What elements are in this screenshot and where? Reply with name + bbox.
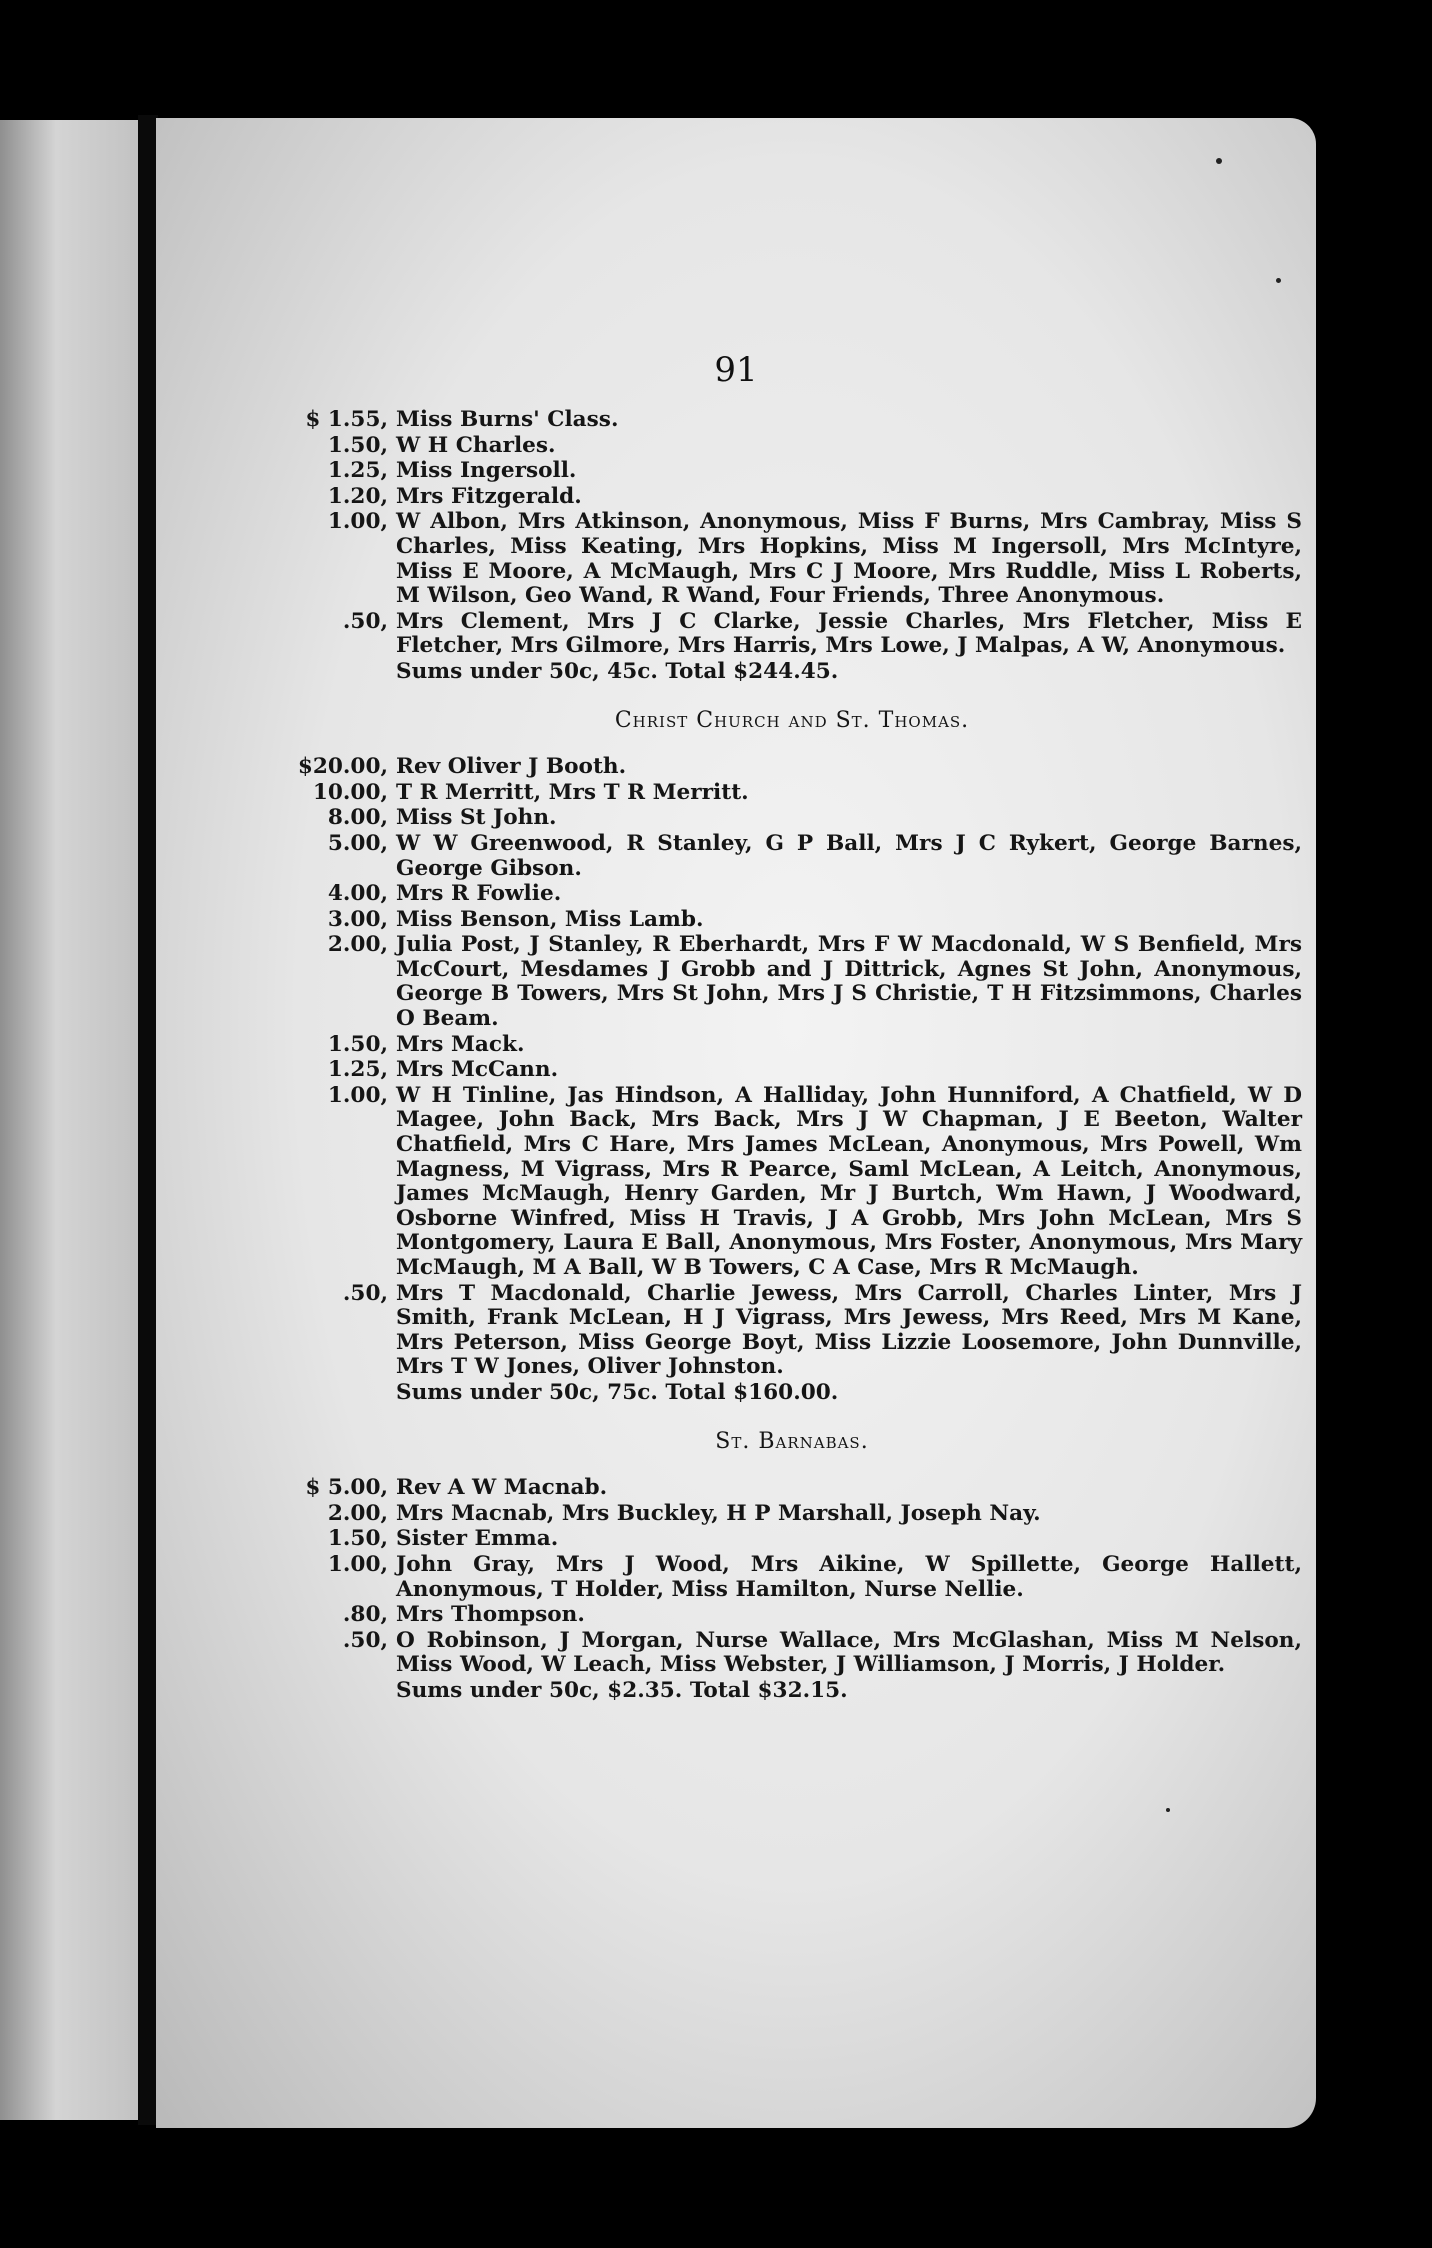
donation-amount: 2.00, (327, 932, 388, 958)
list-item (282, 510, 1302, 608)
donor-names: Miss Burns' Class. (396, 407, 619, 432)
donor-names: Julia Post, J Stanley, R Eberhardt, Mrs F W Macdonald, W S Benfield, Mrs McCourt, Mesdames J Grobb and J Dittrick, Agnes St John, Anonymous, George B Towers, Mrs St John, Mrs J S Christie, T H Fitzsimmons, Charles O Beam. (396, 932, 1302, 1032)
donor-names: Rev A W Macnab. (396, 1475, 608, 1501)
scan-speck (1216, 158, 1222, 164)
section-christ-church (282, 709, 1302, 1406)
donation-amount: 1.20, (327, 483, 388, 509)
donation-amount: 3.00, (327, 906, 388, 932)
section-total: Sums under 50c, 45c. Total $244.45. (396, 658, 839, 684)
donor-names: Mrs R Fowlie. (396, 881, 562, 907)
donor-names: Mrs Macnab, Mrs Buckley, H P Marshall, Joseph Nay. (396, 1500, 1041, 1526)
donation-amount: .50, (342, 1280, 388, 1306)
donation-amount: $ 5.00, (305, 1475, 388, 1501)
donor-names: Mrs Clement, Mrs J C Clarke, Jessie Charles, Mrs Fletcher, Miss E Fletcher, Mrs Gilmore, Mrs Harris, Mrs Lowe, J Malpas, A W, Anonymous. (396, 608, 1302, 659)
list-item (282, 933, 1302, 1031)
facing-page-edge (0, 120, 140, 2120)
donation-amount: 8.00, (327, 805, 388, 831)
donation-amount: $20.00, (297, 754, 388, 780)
list-item (282, 908, 1302, 933)
book-spine (138, 115, 158, 2125)
list-item (282, 459, 1302, 484)
list-item (282, 1033, 1302, 1058)
list-item (282, 1058, 1302, 1083)
document-page (156, 118, 1316, 2128)
donation-amount: 2.00, (327, 1500, 388, 1526)
donation-amount: .50, (342, 1627, 388, 1653)
donor-names: T R Merritt, Mrs T R Merritt. (396, 779, 749, 805)
list-item (282, 832, 1302, 881)
donation-amount: 5.00, (327, 830, 388, 856)
donor-names: Mrs Mack. (396, 1031, 525, 1057)
scan-speck (1276, 278, 1281, 283)
page-content (282, 408, 1302, 1704)
page-number: 91 (714, 350, 758, 390)
donation-amount: 1.25, (327, 1057, 388, 1083)
list-item (282, 806, 1302, 831)
list-item (282, 408, 1302, 433)
donation-amount: $ 1.55, (305, 407, 388, 432)
donation-amount: 1.50, (327, 432, 388, 458)
list-item (282, 882, 1302, 907)
donation-amount: 1.00, (327, 1551, 388, 1577)
donor-names: Mrs T Macdonald, Charlie Jewess, Mrs Carroll, Charles Linter, Mrs J Smith, Frank McLean, H J Vigrass, Mrs Jewess, Mrs Reed, Mrs M Kane, Mrs Peterson, Miss George Boyt, Miss Lizzie Loosemore, John Dunnville, Mrs T W Jones, Oliver Johnston. (396, 1280, 1302, 1380)
donor-names: W H Charles. (396, 432, 556, 458)
donation-amount: 10.00, (312, 779, 388, 805)
donation-amount: 1.50, (327, 1031, 388, 1057)
donor-names: Rev Oliver J Booth. (396, 754, 627, 780)
list-item (282, 1527, 1302, 1552)
section-untitled (282, 408, 1302, 685)
list-item (282, 781, 1302, 806)
list-item (282, 1502, 1302, 1527)
donor-names: Mrs McCann. (396, 1057, 559, 1083)
list-item (282, 755, 1302, 780)
section-heading: St. Barnabas. (715, 1428, 869, 1454)
list-item (282, 1629, 1302, 1678)
list-item (282, 434, 1302, 459)
donation-amount: 1.25, (327, 458, 388, 484)
list-item (282, 610, 1302, 659)
donation-amount: 4.00, (327, 881, 388, 907)
list-item (282, 1282, 1302, 1380)
section-total: Sums under 50c, 75c. Total $160.00. (396, 1379, 839, 1405)
section-heading: Christ Church and St. Thomas. (614, 707, 970, 733)
donation-amount: .50, (342, 608, 388, 634)
donation-amount: 1.00, (327, 509, 388, 535)
donor-names: Miss Ingersoll. (396, 458, 577, 484)
list-item (282, 485, 1302, 510)
list-item (282, 1603, 1302, 1628)
donor-names: W H Tinline, Jas Hindson, A Halliday, John Hunniford, A Chatfield, W D Magee, John Back, Mrs Back, Mrs J W Chapman, J E Beeton, Walter Chatfield, Mrs C Hare, Mrs James McLean, Anonymous, Mrs Powell, Wm Magness, M Vigrass, Mrs R Pearce, Saml McLean, A Leitch, Anonymous, James McMaugh, Henry Garden, Mr J Burtch, Wm Hawn, J Woodward, Osborne Winfred, Miss H Travis, J A Grobb, Mrs John McLean, Mrs S Montgomery, Laura E Ball, Anonymous, Mrs Foster, Anonymous, Mrs Mary McMaugh, M A Ball, W B Towers, C A Case, Mrs R McMaugh. (396, 1082, 1302, 1280)
donor-names: Mrs Thompson. (396, 1602, 585, 1628)
donor-names: Miss Benson, Miss Lamb. (396, 906, 704, 932)
section-total: Sums under 50c, $2.35. Total $32.15. (396, 1677, 848, 1703)
list-item (282, 1553, 1302, 1602)
donation-amount: 1.00, (327, 1082, 388, 1108)
donation-amount: 1.50, (327, 1526, 388, 1552)
list-item (282, 1084, 1302, 1281)
scan-speck (1166, 1808, 1170, 1812)
donor-names: W W Greenwood, R Stanley, G P Ball, Mrs J C Rykert, George Barnes, George Gibson. (396, 830, 1302, 881)
donation-amount: .80, (342, 1602, 388, 1628)
donor-names: W Albon, Mrs Atkinson, Anonymous, Miss F Burns, Mrs Cambray, Miss S Charles, Miss Keating, Mrs Hopkins, Miss M Ingersoll, Mrs McIntyre, Miss E Moore, A McMaugh, Mrs C J Moore, Mrs Ruddle, Miss L Roberts, M Wilson, Geo Wand, R Wand, Four Friends, Three Anonymous. (396, 509, 1302, 609)
donor-names: John Gray, Mrs J Wood, Mrs Aikine, W Spillette, George Hallett, Anonymous, T Holder, Miss Hamilton, Nurse Nellie. (396, 1551, 1302, 1602)
donor-names: O Robinson, J Morgan, Nurse Wallace, Mrs McGlashan, Miss M Nelson, Miss Wood, W Leach, Miss Webster, J Williamson, J Morris, J Holder. (396, 1627, 1302, 1678)
section-st-barnabas (282, 1430, 1302, 1704)
donor-names: Mrs Fitzgerald. (396, 483, 582, 509)
list-item (282, 1476, 1302, 1501)
donor-names: Miss St John. (396, 805, 557, 831)
donor-names: Sister Emma. (396, 1526, 559, 1552)
